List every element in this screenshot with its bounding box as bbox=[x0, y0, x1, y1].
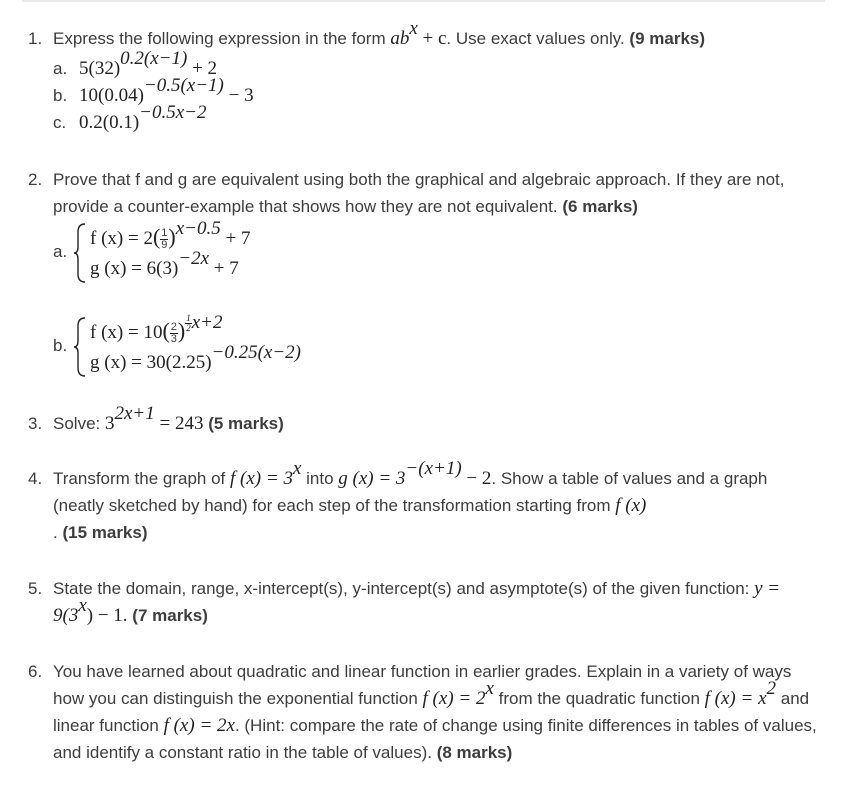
fraction: $\frac{2}{3}$ bbox=[170, 321, 177, 346]
marks: (5 marks) bbox=[203, 414, 284, 433]
function-g: g $(x) = 30(2.25)^{-0.25(x-2)}$ bbox=[90, 342, 302, 373]
question-text: Prove that f and g are equivalent using both the graphical and algebraic approach. If they are not, provide a counter-example that shows how they are not equivalent. (6 marks) bbox=[53, 170, 785, 216]
left-brace-icon bbox=[73, 222, 87, 284]
subpart-1a: a. $5(32)^{0.2(x-1)} + 2$ bbox=[53, 48, 218, 79]
top-divider bbox=[22, 0, 825, 2]
question-text: Express the following expression in the form $ab^x + c$. Use exact values only. (9 marks) bbox=[53, 18, 706, 49]
marks: (15 marks) bbox=[62, 523, 148, 542]
question-number: 6. bbox=[28, 662, 43, 681]
question-text: State the domain, range, x-intercept(s), y-intercept(s) and asymptote(s) of the given function: $y = 9(3^x) - 1$. (7 marks) bbox=[53, 578, 781, 626]
question-3 bbox=[28, 403, 818, 437]
question-number: 1. bbox=[28, 29, 43, 48]
marks: (7 marks) bbox=[127, 606, 208, 625]
fraction: $\frac{1}{9}$ bbox=[161, 227, 168, 252]
question-text: Solve: $3^{2x+1} = 243$ (5 marks) bbox=[53, 403, 284, 434]
question-number: 3. bbox=[28, 414, 43, 433]
question-number: 4. bbox=[28, 469, 43, 488]
question-4 bbox=[28, 458, 818, 546]
question-text: Transform the graph of f $(x) = 3^x$ into g $(x) = 3^{-(x+1)} - 2$. Show a table of values and a graph (neatly sketched by hand) for each step of the transformation starting from f (x) . (15 marks) bbox=[53, 458, 768, 542]
question-number: 5. bbox=[28, 579, 43, 598]
function-f: f (x) = 2( $\frac{1}{9}$ )$^{x-0.5}$ + 7 bbox=[90, 218, 251, 252]
question-2 bbox=[28, 166, 818, 220]
question-text: You have learned about quadratic and linear function in earlier grades. Explain in a variety of ways how you can distinguish the exponential function f $(x) = 2^x$ from the quadratic function f $(x) = x^2$ and linear function f (x) = 2x. (Hint: compare the rate of change using finite differences in tables of values, and identify a constant ratio in the table of values). (8 marks) bbox=[53, 662, 817, 762]
subpart-1c: c. $0.2(0.1)^{-0.5x-2}$ bbox=[53, 102, 207, 133]
subpart-1b: b. $10(0.04)^{-0.5(x-1)} - 3$ bbox=[53, 75, 254, 106]
question-number: 2. bbox=[28, 170, 43, 189]
marks: (6 marks) bbox=[562, 197, 638, 216]
question-6 bbox=[28, 658, 818, 766]
function-g: g $(x) = 6(3)^{-2x} + 7$ bbox=[90, 248, 239, 279]
marks: (9 marks) bbox=[629, 29, 706, 48]
question-5 bbox=[28, 575, 818, 629]
function-f: f (x) = 10( $\frac{2}{3}$ ) $^{\frac{1}{2} x+2}$ bbox=[90, 312, 223, 346]
exponent: 1 2 x+2 bbox=[186, 312, 223, 334]
marks: (8 marks) bbox=[436, 743, 513, 762]
left-brace-icon bbox=[73, 316, 87, 378]
